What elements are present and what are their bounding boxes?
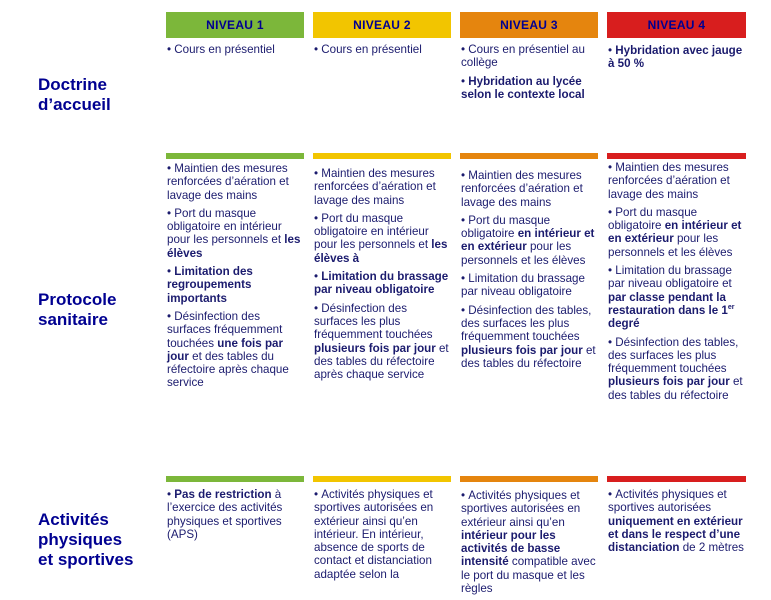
row-label-protocole: Protocole sanitaire [38, 290, 117, 329]
row-label-activites: Activités physiques et sportives [38, 510, 134, 569]
row-label-doctrine: Doctrine d’accueil [38, 75, 111, 114]
cell-doctrine-n3: • Cours en présentiel au collège • Hybridation au lycée selon le contexte local [460, 43, 598, 106]
header-niveau-1: NIVEAU 1 [166, 12, 304, 38]
cell-activites-n2: • Activités physiques et sportives autorisées en extérieur ainsi qu’en intérieur. En intérieur, absence de sports de contact et distanciation adaptée selon la [313, 488, 451, 586]
cell-doctrine-n1: • Cours en présentiel [166, 43, 304, 61]
header-niveau-3: NIVEAU 3 [460, 12, 598, 38]
cell-doctrine-n2: • Cours en présentiel [313, 43, 451, 61]
header-niveau-4: NIVEAU 4 [607, 12, 746, 38]
cell-activites-n3: • Activités physiques et sportives autorisées en extérieur ainsi qu’en intérieur pour les activités de basse intensité compatible avec le port du masque et les règles [460, 489, 598, 600]
bar-activites-n4 [607, 476, 746, 482]
cell-doctrine-n4: • Hybridation avec jauge à 50 % [607, 44, 746, 76]
cell-protocole-n2: • Maintien des mesures renforcées d’aération et lavage des mains • Port du masque obligatoire en intérieur pour les personnels et les élèves à • Limitation du brassage par niveau obligatoire • Désinfection des surfaces les plus fréquemment touchées plusieurs fois par jour et des tables du réfectoire après chaque service [313, 167, 451, 386]
bar-protocole-n4 [607, 153, 746, 159]
bar-activites-n2 [313, 476, 451, 482]
bar-protocole-n2 [313, 153, 451, 159]
bar-protocole-n3 [460, 153, 598, 159]
cell-activites-n1: • Pas de restriction à l’exercice des activités physiques et sportives (APS) [166, 488, 304, 546]
cell-protocole-n1: • Maintien des mesures renforcées d’aération et lavage des mains • Port du masque obligatoire en intérieur pour les personnels et les élèves • Limitation des regroupements importants • Désinfection des surfaces fréquemment touchées une fois par jour et des tables du réfectoire après chaque service [166, 162, 304, 395]
bar-activites-n1 [166, 476, 304, 482]
cell-protocole-n3: • Maintien des mesures renforcées d’aération et lavage des mains • Port du masque obligatoire en intérieur et en extérieur pour les personnels et les élèves • Limitation du brassage par niveau obligatoire • Désinfection des tables, des surfaces les plus fréquemment touchées plusieurs fois par jour et des tables du réfectoire [460, 169, 598, 375]
bar-activites-n3 [460, 476, 598, 482]
cell-protocole-n4: • Maintien des mesures renforcées d’aération et lavage des mains • Port du masque obligatoire en intérieur et en extérieur pour les personnels et les élèves • Limitation du brassage par niveau obligatoire et par classe pendant la restauration dans le 1er degré • Désinfection des tables, des surfaces les plus fréquemment touchées plusieurs fois par jour et des tables du réfectoire [607, 161, 746, 407]
header-niveau-2: NIVEAU 2 [313, 12, 451, 38]
bar-protocole-n1 [166, 153, 304, 159]
cell-activites-n4: • Activités physiques et sportives autorisées uniquement en extérieur et dans le respect d’une distanciation de 2 mètres [607, 488, 746, 559]
